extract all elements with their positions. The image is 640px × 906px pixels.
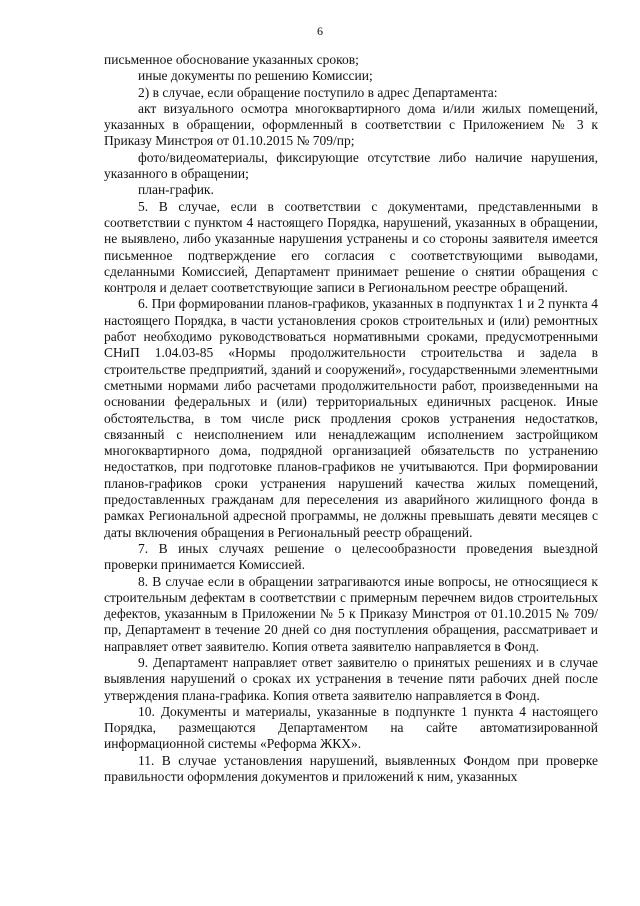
paragraph-item-6: 6. При формировании планов-графиков, указанных в подпунктах 1 и 2 пункта 4 настоящего Порядка, в части установления сроков строительных и (или) ремонтных работ необходимо руководствоваться нормативными сроками, предусмотренными СНиП 1.04.03-85 «Нормы продолжительности строительства и задела в строительстве предприятий, зданий и сооружений», государственными элементными сметными нормами либо расчетами продолжительности работ, произведенными на основании федеральных и (или) территориальных единичных расценок. Иные обстоятельства, в том числе риск продления сроков устранения недостатков, связанный с неисполнением или ненадлежащим исполнением застройщиком многоквартирного дома, подрядной организацией обязательств по устранению недостатков, при подготовке планов-графиков не учитываются. При формировании планов-графиков сроки устранения нарушений качества жилых помещений, предоставленных гражданам для переселения из аварийного жилищного фонда в рамках Региональной адресной программы, не должны превышать девяти месяцев с даты включения обращения в Региональный реестр обращений. (104, 296, 598, 540)
paragraph-item-9: 9. Департамент направляет ответ заявителю о принятых решениях и в случае выявления нарушений о сроках их устранения в течение пяти рабочих дней после утверждения плана-графика. Копия ответа заявителю направляется в Фонд. (104, 654, 598, 703)
paragraph: акт визуального осмотра многоквартирного дома и/или жилых помещений, указанных в обращении, оформленный в соответствии с Приложением № 3 к Приказу Минстроя от 01.10.2015 № 709/пр; (104, 100, 598, 149)
paragraph: 2) в случае, если обращение поступило в адрес Департамента: (138, 84, 498, 100)
paragraph-item-10: 10. Документы и материалы, указанные в подпункте 1 пункта 4 настоящего Порядка, размещаются Департаментом на сайте автоматизированной информационной системы «Реформа ЖКХ». (104, 703, 598, 752)
paragraph-item-11: 11. В случае установления нарушений, выявленных Фондом при проверке правильности оформления документов и приложений к ним, указанных (104, 752, 598, 785)
paragraph-item-8: 8. В случае если в обращении затрагиваются иные вопросы, не относящиеся к строительным дефектам в соответствии с примерным перечнем видов строительных дефектов, указанным в Приложении № 5 к Приказу Минстроя от 01.10.2015 № 709/пр, Департамент в течение 20 дней со дня поступления обращения, рассматривает и направляет ответ заявителю. Копия ответа заявителю направляется в Фонд. (104, 573, 598, 654)
paragraph: фото/видеоматериалы, фиксирующие отсутствие либо наличие нарушения, указанного в обращении; (104, 149, 598, 182)
page-number: 6 (317, 24, 323, 38)
paragraph-item-5: 5. В случае, если в соответствии с документами, представленными в соответствии с пунктом 4 настоящего Порядка, нарушений, указанных в обращении, не выявлено, либо указанные нарушения устранены и со стороны заявителя имеется письменное подтверждение его согласия с соответствующими выводами, сделанными Комиссией, Департамент принимает решение о снятии обращения с контроля и делает соответствующие записи в Региональном реестре обращений. (104, 198, 598, 296)
paragraph: план-график. (138, 182, 214, 198)
paragraph: письменное обоснование указанных сроков; (104, 52, 359, 67)
document-body (104, 52, 598, 785)
paragraph: иные документы по решению Комиссии; (138, 68, 373, 84)
paragraph-item-7: 7. В иных случаях решение о целесообразности проведения выездной проверки принимается Комиссией. (104, 540, 598, 573)
